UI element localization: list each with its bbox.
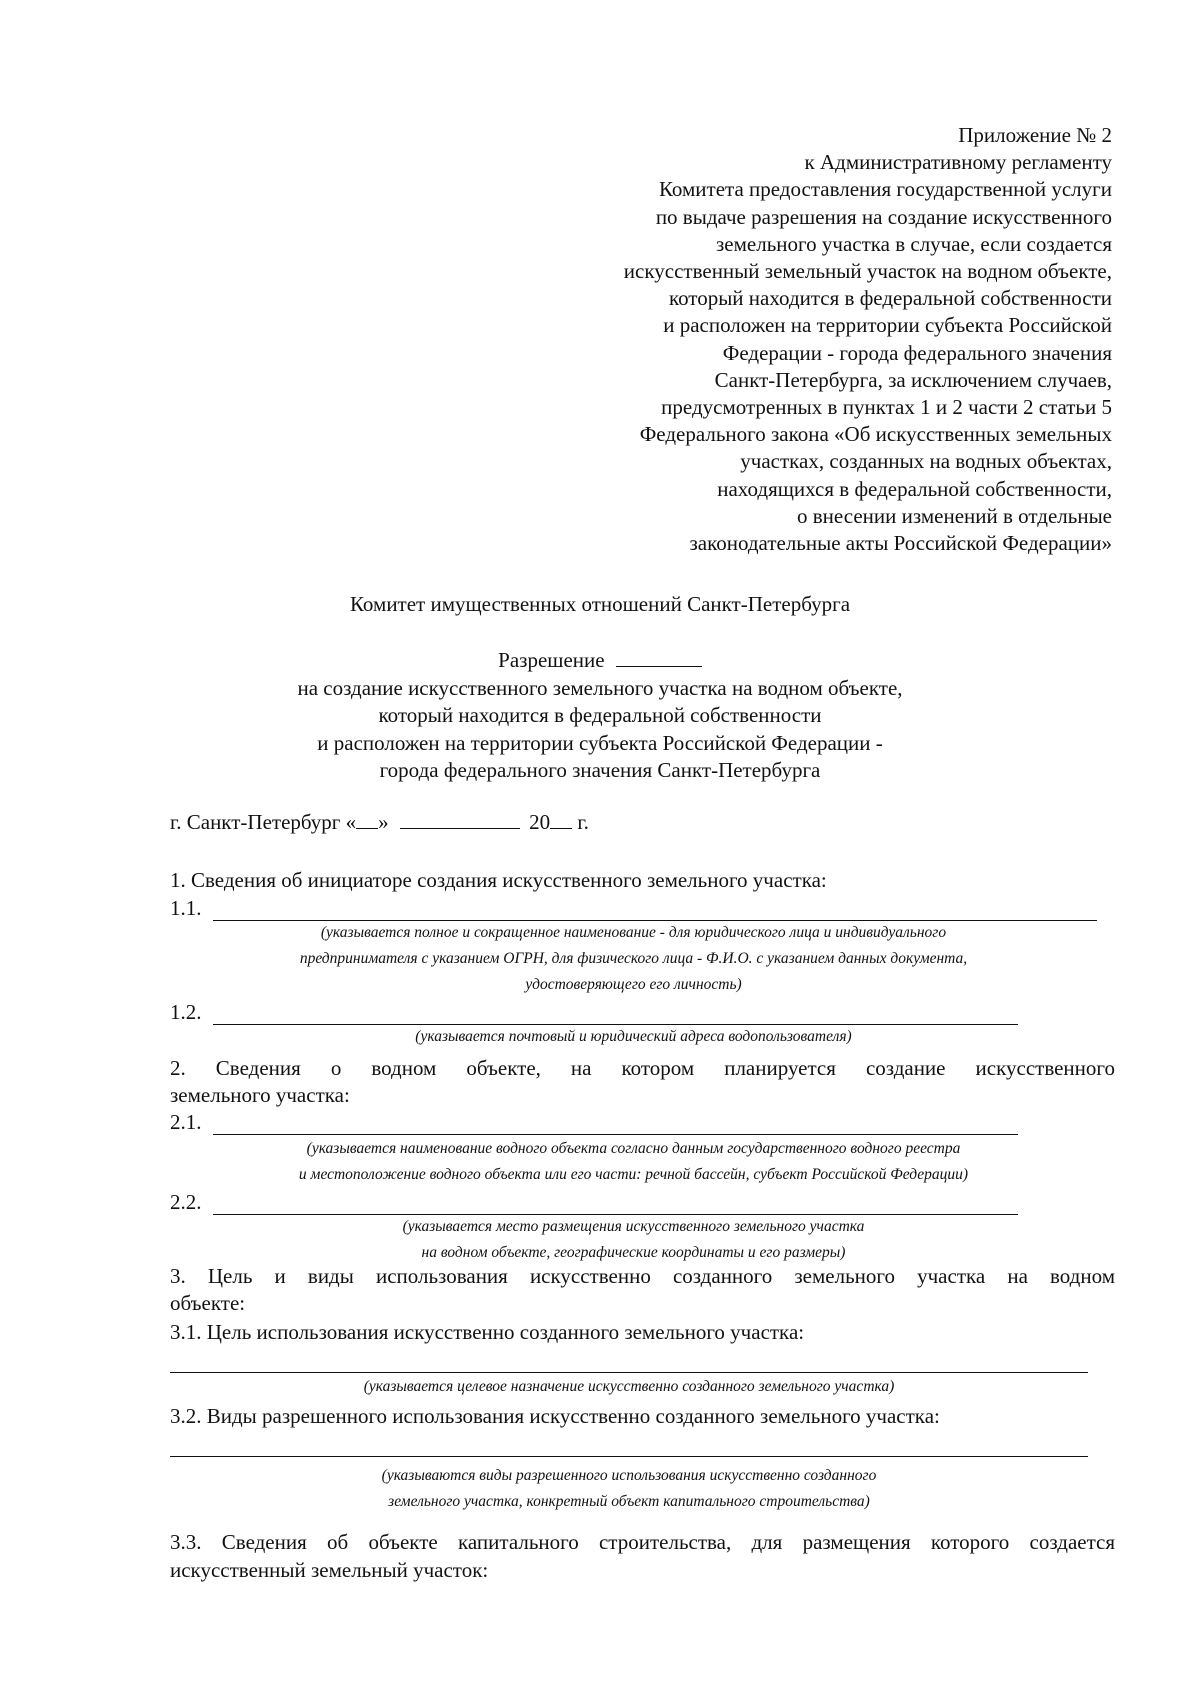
appendix-line: Приложение № 2 [958, 123, 1112, 147]
appendix-line: Санкт-Петербурга, за исключением случаев, [714, 367, 1112, 392]
appendix-line: Федерации - города федерального значения [722, 340, 1112, 365]
item-3-1-label: 3.1. Цель использования искусственно созданного земельного участка: [170, 1320, 805, 1344]
item-2-2-hint [170, 1214, 1097, 1266]
hint-line: (указывается наименование водного объекта согласно данным государственного водного реестра [306, 1140, 961, 1157]
permit-number-blank[interactable] [616, 646, 702, 667]
section-1-heading: 1. Сведения об инициаторе создания искусственного земельного участка: [170, 868, 827, 892]
appendix-line: по выдаче разрешения на создание искусственного [655, 204, 1112, 229]
item-3-2-hint [170, 1463, 1088, 1515]
appendix-header [492, 122, 1112, 557]
item-3-2-blank[interactable] [170, 1456, 1088, 1457]
permit-title-line: на создание искусственного земельного участка на водном объекте, [297, 675, 903, 700]
item-3-3-label-cont: искусственный земельный участок: [170, 1558, 489, 1582]
section-3-heading: 3. Цель и виды использования искусственно созданного земельного участка на водном [170, 1264, 1115, 1288]
hint-line: на водном объекте, географические координаты и его размеры) [421, 1244, 846, 1261]
item-3-1-blank[interactable] [170, 1372, 1088, 1373]
permit-title-line: города федерального значения Санкт-Петербурга [379, 758, 821, 782]
item-3-3-label: 3.3. Сведения об объекте капитального строительства, для размещения которого создается [170, 1530, 1115, 1554]
year-prefix: 20 [529, 810, 551, 834]
permit-title-line: и расположен на территории субъекта Российской Федерации - [317, 730, 883, 755]
appendix-line: законодательные акты Российской Федерации» [689, 531, 1112, 556]
hint-line: удостоверяющего его личность) [525, 976, 742, 993]
hint-line: (указываются виды разрешенного использования искусственно созданного [381, 1467, 877, 1484]
item-3-1-hint: (указывается целевое назначение искусственно созданного земельного участка) [363, 1378, 895, 1395]
section-2-heading: 2. Сведения о водном объекте, на котором планируется создание искусственного [170, 1056, 1115, 1080]
appendix-line: предусмотренных в пунктах 1 и 2 части 2 статьи 5 [661, 395, 1112, 420]
item-2-1-blank[interactable] [213, 1134, 1018, 1135]
section-3-heading-cont: объекте: [170, 1291, 246, 1315]
permit-title-line: который находится в федеральной собственности [378, 703, 822, 727]
appendix-line: участках, созданных на водных объектах, [740, 449, 1112, 474]
appendix-line: находящихся в федеральной собственности, [717, 476, 1112, 501]
month-blank[interactable] [400, 808, 520, 829]
close-quote: » [378, 810, 389, 834]
item-1-2-hint: (указывается почтовый и юридический адреса водопользователя) [415, 1028, 852, 1045]
item-1-1-label: 1.1. [170, 896, 202, 920]
item-2-1-label: 2.1. [170, 1110, 202, 1134]
hint-line: и местоположение водного объекта или его части: речной бассейн, субъект Российской Федерации) [298, 1166, 969, 1183]
date-line [170, 808, 589, 835]
city-label: г. Санкт-Петербург « [170, 810, 357, 834]
hint-line: (указывается место размещения искусственного земельного участка [402, 1218, 865, 1235]
permit-heading-text: Разрешение [498, 648, 605, 672]
permit-heading [0, 646, 1200, 675]
year-suffix: г. [577, 810, 589, 834]
appendix-line: о внесении изменений в отдельные [797, 503, 1112, 528]
appendix-line: искусственный земельный участок на водном объекте, [623, 259, 1112, 284]
appendix-line: и расположен на территории субъекта Российской [663, 313, 1112, 338]
hint-line: земельного участка, конкретный объект капитального строительства) [388, 1493, 870, 1510]
permit-title [0, 646, 1200, 785]
item-2-2-label: 2.2. [170, 1190, 202, 1214]
appendix-line: Комитета предоставления государственной услуги [658, 177, 1112, 202]
appendix-line: земельного участка в случае, если создается [716, 231, 1112, 256]
section-2-heading-cont: земельного участка: [170, 1083, 350, 1107]
appendix-line: Федерального закона «Об искусственных земельных [639, 422, 1112, 447]
item-3-2-label: 3.2. Виды разрешенного использования искусственно созданного земельного участка: [170, 1404, 940, 1428]
appendix-line: который находится в федеральной собственности [668, 286, 1112, 311]
item-1-1-hint [170, 920, 1097, 998]
item-1-2-label: 1.2. [170, 1000, 202, 1024]
committee-name: Комитет имущественных отношений Санкт-Петербурга [349, 592, 851, 616]
hint-line: предпринимателя с указанием ОГРН, для физического лица - Ф.И.О. с указанием данных документа, [299, 950, 968, 967]
appendix-line: к Административному регламенту [804, 150, 1112, 175]
item-2-1-hint [170, 1136, 1097, 1188]
hint-line: (указывается полное и сокращенное наименование - для юридического лица и индивидуального [320, 924, 947, 941]
day-blank[interactable] [356, 808, 378, 829]
year-blank[interactable] [550, 808, 572, 829]
